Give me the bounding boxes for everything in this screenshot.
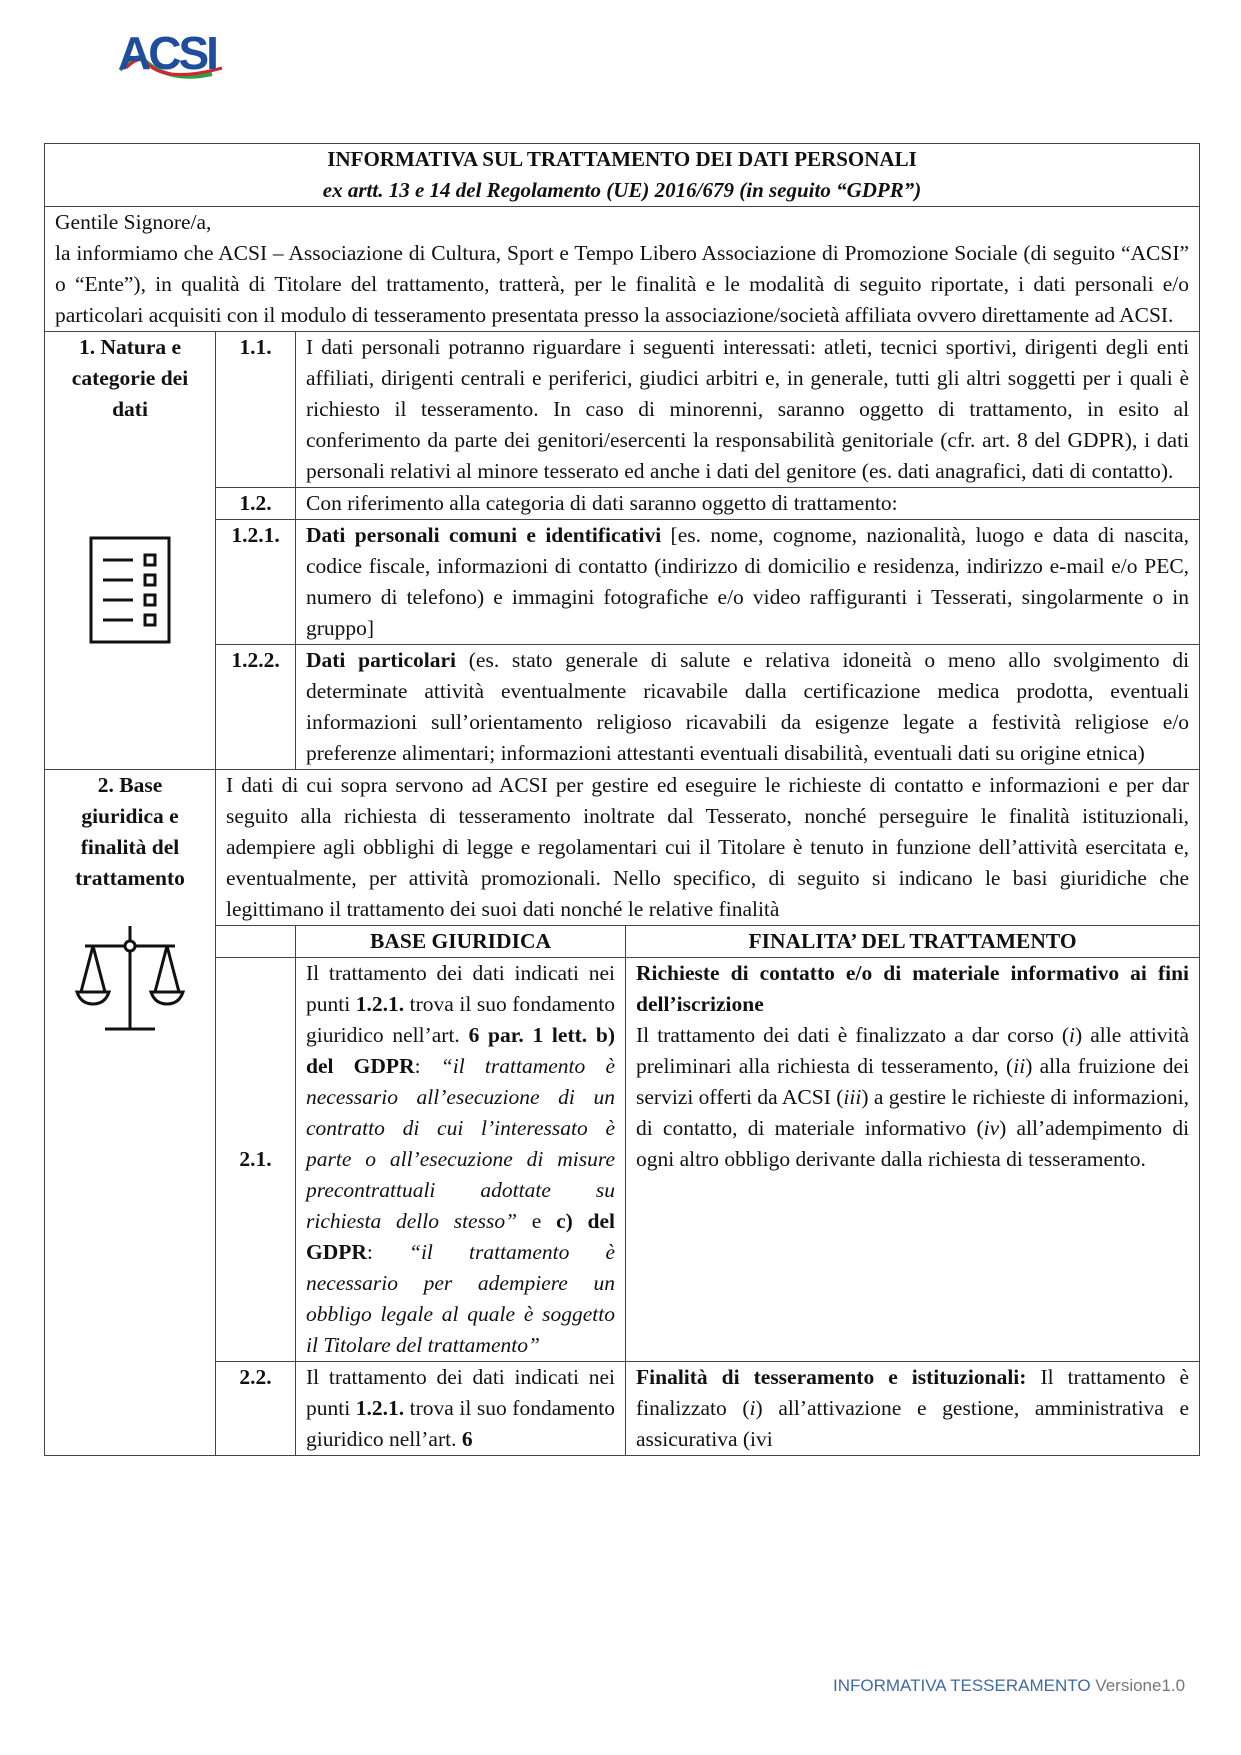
item-bold-lead: Dati particolari (306, 648, 457, 672)
item-text (296, 645, 1200, 770)
section2-label-cell (45, 770, 216, 1456)
purpose-title: Finalità di tesseramento e istituzionali: (636, 1365, 1027, 1389)
footer-version: Versione1.0 (1095, 1676, 1186, 1695)
text: Il trattamento dei dati indicati nei punti (306, 961, 615, 1016)
acsi-logo (112, 28, 242, 90)
scales-icon (75, 924, 185, 1034)
purpose-title: Richieste di contatto e/o di materiale informativo ai fini dell’iscrizione (636, 961, 1190, 1016)
title-row (45, 144, 1200, 207)
intro-body: la informiamo che ACSI – Associazione di Cultura, Sport e Tempo Libero Associazione di Promozione Sociale (di seguito “ACSI” o “Ente”), in qualità di Titolare del trattamento, tratterà, per le finalità e le modalità di seguito riportate, i dati personali e/o particolari acquisiti con il modulo di tesseramento presentata presso la associazione/società affiliata ovvero direttamente ad ACSI. (55, 241, 1190, 327)
item-number: 2.1. (216, 958, 296, 1362)
legal-basis-cell (296, 1362, 626, 1456)
text: e (517, 1209, 557, 1233)
text: : (414, 1054, 441, 1078)
intro-greeting: Gentile Signore/a, (55, 210, 212, 234)
text: Il trattamento è finalizzato ( (636, 1365, 1190, 1420)
section1-label-cell (45, 332, 216, 770)
item-text: I dati personali potranno riguardare i seguenti interessati: atleti, tecnici sportivi, dirigenti degli enti affiliati, dirigenti centrali e periferici, giudici arbitri e, in generale, tutti gli altri soggetti per i quali è richiesto il tesseramento. In caso di minorenni, saranno oggetto di trattamento, in esito al conferimento da parte dei genitori/esercenti la responsabilità genitoriale (cfr. art. 8 del GDPR), i dati personali relativi al minore tesserato ed anche i dati del genitore (es. dati anagrafici, dati di contatto). (296, 332, 1200, 488)
section1-row-1-1 (45, 332, 1200, 488)
section1-label: 1. Natura e categorie dei dati (71, 335, 189, 421)
section1-row-1-2 (45, 488, 1200, 520)
column-header-purpose: FINALITA’ DEL TRATTAMENTO (626, 926, 1200, 958)
text: trova il suo fondamento giuridico nell’art. (306, 1396, 615, 1451)
ref: 1.2.1. (355, 1396, 405, 1420)
quote: “il trattamento è necessario all’esecuzione di un contratto di cui l’interessato è parte o all’esecuzione di misure precontrattuali adottate su richiesta dello stesso” (306, 1054, 615, 1233)
intro-row (45, 207, 1200, 332)
text: Il trattamento dei dati indicati nei punti (306, 1365, 615, 1420)
column-header-basis: BASE GIURIDICA (296, 926, 626, 958)
intro-cell (45, 207, 1200, 332)
section2-row-2-1 (45, 958, 1200, 1362)
section2-intro-row (45, 770, 1200, 926)
item-bold-lead: Dati personali comuni e identificativi (306, 523, 662, 547)
item-body: (es. stato generale di salute e relativa idoneità o meno allo svolgimento di determinate attività eventualmente ricavabile dalla certificazione medica prodotta, eventuali informazioni sull’orientamento religioso ricavabili da esigenze legate a festività religiose e/o preferenze alimentari; informazioni attestanti eventuali disabilità, eventuali dati su origine etnica) (306, 648, 1190, 765)
enum: i (749, 1396, 756, 1420)
item-number: 2.2. (216, 1362, 296, 1456)
text: ) all’adempimento di ogni altro obbligo derivante dalla richiesta di tesseramento. (636, 1116, 1190, 1171)
text: Il trattamento dei dati è finalizzato a dar corso ( (636, 1023, 1070, 1047)
enum: iii (843, 1085, 862, 1109)
text: ) a gestire le richieste di informazioni, di contatto, di materiale informativo ( (636, 1085, 1190, 1140)
section2-header-row (45, 926, 1200, 958)
text: ) alla fruizione dei servizi offerti da ACSI ( (636, 1054, 1190, 1109)
text: ) alle attività preliminari alla richiesta di tesseramento, ( (636, 1023, 1190, 1078)
enum: i (1069, 1023, 1076, 1047)
item-number: 1.2. (216, 488, 296, 520)
footer-doc-name: INFORMATIVA TESSERAMENTO (833, 1676, 1091, 1695)
item-text: Con riferimento alla categoria di dati saranno oggetto di trattamento: (296, 488, 1200, 520)
ref: 6 (461, 1427, 473, 1451)
section1-row-1-2-1 (45, 520, 1200, 645)
item-body: [es. nome, cognome, nazionalità, luogo e data di nascita, codice fiscale, informazioni di contatto (indirizzo di domicilio e residenza, indirizzo e-mail e/o PEC, numero di telefono) e immagini fotografiche e/o video raffiguranti i Tesserati, singolarmente o in gruppo] (306, 523, 1190, 640)
item-number: 1.2.1. (216, 520, 296, 645)
legal-basis-cell (296, 958, 626, 1362)
section2-intro: I dati di cui sopra servono ad ACSI per gestire ed eseguire le richieste di contatto e informazioni e per dar seguito alla richiesta di tesseramento inoltrate dal Tesserato, nonché perseguire le finalità istituzionali, adempiere agli obblighi di legge e regolamentari cui il Titolare è tenuto in funzione dell’attività esercitata e, eventualmente, per attività promozionali. Nello specifico, di seguito si indicano le basi giuridiche che legittimano il trattamento dei suoi dati nonché le relative finalità (216, 770, 1200, 926)
document-subtitle: ex artt. 13 e 14 del Regolamento (UE) 2016/679 (in seguito “GDPR”) (322, 178, 922, 202)
section1-row-1-2-2 (45, 645, 1200, 770)
page-footer (833, 1676, 1185, 1696)
title-cell (45, 144, 1200, 207)
item-number: 1.2.2. (216, 645, 296, 770)
text: ) all’attivazione e gestione, amministrativa e assicurativa (ivi (636, 1396, 1190, 1451)
item-text (296, 520, 1200, 645)
ref: 1.2.1. (355, 992, 405, 1016)
empty-header-cell (216, 926, 296, 958)
purpose-cell (626, 1362, 1200, 1456)
checklist-icon (88, 535, 172, 645)
ref: 6 par. 1 lett. b) del GDPR (306, 1023, 615, 1078)
privacy-notice-table (44, 143, 1200, 1456)
document-title: INFORMATIVA SUL TRATTAMENTO DEI DATI PERSONALI (327, 147, 917, 171)
section2-row-2-2 (45, 1362, 1200, 1456)
enum: iv (983, 1116, 1000, 1140)
item-number: 1.1. (216, 332, 296, 488)
logo-text: ACSI (118, 27, 216, 79)
quote: “il trattamento è necessario per adempiere un obbligo legale al quale è soggetto il Titolare del trattamento” (306, 1240, 615, 1357)
enum: ii (1013, 1054, 1026, 1078)
purpose-cell (626, 958, 1200, 1362)
text: trova il suo fondamento giuridico nell’art. (306, 992, 615, 1047)
section2-label: 2. Base giuridica e finalità del trattamento (75, 773, 185, 890)
ref: c) del GDPR (306, 1209, 615, 1264)
text: : (366, 1240, 409, 1264)
